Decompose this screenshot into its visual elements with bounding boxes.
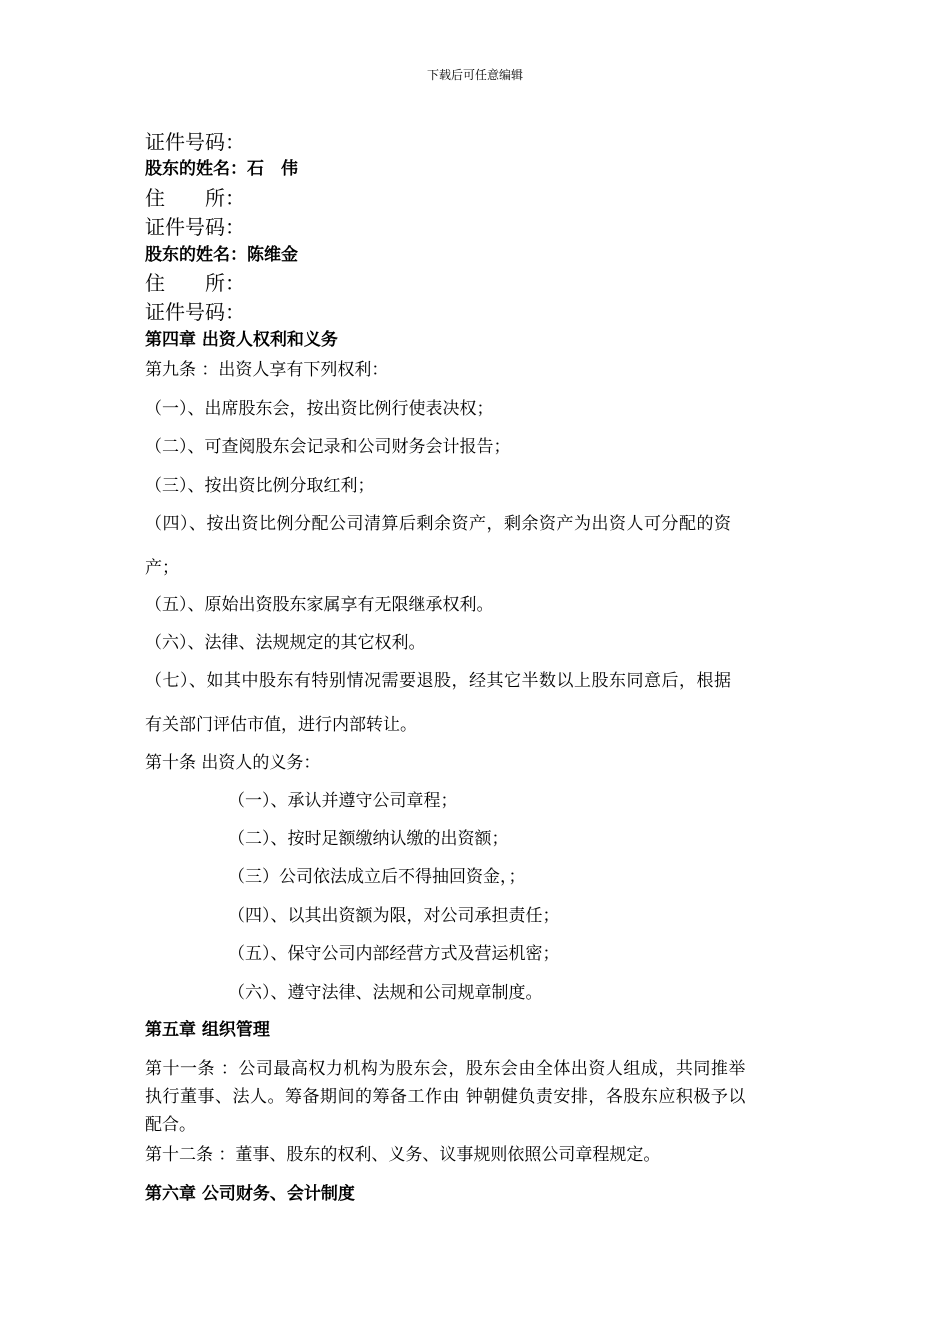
article-9-item-1: （一）、出席股东会，按出资比例行使表决权；: [145, 399, 494, 419]
article-9-item-4: （四）、按出资比例分配公司清算后剩余资产，剩余资产为出资人可分配的资: [145, 514, 732, 534]
article-10-item-1: （一）、承认并遵守公司章程；: [228, 791, 458, 811]
article-9-item-4-cont: 产；: [145, 558, 179, 578]
article-9-item-3: （三）、按出资比例分取红利；: [145, 476, 375, 496]
article-10: 第十条 出资人的义务：: [145, 753, 321, 773]
id-number-label-1: 证件号码：: [145, 130, 245, 154]
article-9-item-5: （五）、原始出资股东家属享有无限继承权利。: [145, 595, 494, 615]
article-12: 第十二条 ：董事、股东的权利、义务、议事规则依照公司章程规定。: [145, 1145, 661, 1165]
article-9-item-6: （六）、法律、法规规定的其它权利。: [145, 633, 426, 653]
article-9-item-2: （二）、可查阅股东会记录和公司财务会计报告；: [145, 437, 511, 457]
chapter-5-heading: 第五章 组织管理: [145, 1020, 270, 1040]
article-11-cont-1: 执行董事、法人。筹备期间的筹备工作由 钟朝健负责安排，各股东应积极予以: [145, 1087, 746, 1107]
shareholder-name-shi-wei: 股东的姓名：石 伟: [145, 159, 298, 179]
article-10-item-2: （二）、按时足额缴纳认缴的出资额；: [228, 829, 509, 849]
article-11: 第十一条 ：公司最高权力机构为股东会，股东会由全体出资人组成，共同推举: [145, 1059, 746, 1079]
address-label-1: 住 所：: [145, 186, 245, 210]
shareholder-name-chen-weijin: 股东的姓名：陈维金: [145, 245, 298, 265]
id-number-label-2: 证件号码：: [145, 215, 245, 239]
article-10-item-4: （四）、以其出资额为限，对公司承担责任；: [228, 906, 560, 926]
article-10-item-5: （五）、保守公司内部经营方式及营运机密；: [228, 944, 560, 964]
article-9-item-7: （七）、如其中股东有特别情况需要退股，经其它半数以上股东同意后，根据: [145, 671, 732, 691]
chapter-4-heading: 第四章 出资人权利和义务: [145, 330, 338, 350]
address-label-2: 住 所：: [145, 271, 245, 295]
page-header: 下载后可任意编辑: [426, 68, 523, 82]
chapter-6-heading: 第六章 公司财务、会计制度: [145, 1184, 355, 1204]
article-10-item-3: （三）公司依法成立后不得抽回资金，；: [228, 867, 526, 887]
article-10-item-6: （六）、遵守法律、法规和公司规章制度。: [228, 983, 543, 1003]
article-9: 第九条 ：出资人享有下列权利：: [145, 360, 389, 380]
article-9-item-7-cont: 有关部门评估市值，进行内部转让。: [145, 715, 417, 735]
id-number-label-3: 证件号码：: [145, 300, 245, 324]
article-11-cont-2: 配合。: [145, 1115, 196, 1135]
